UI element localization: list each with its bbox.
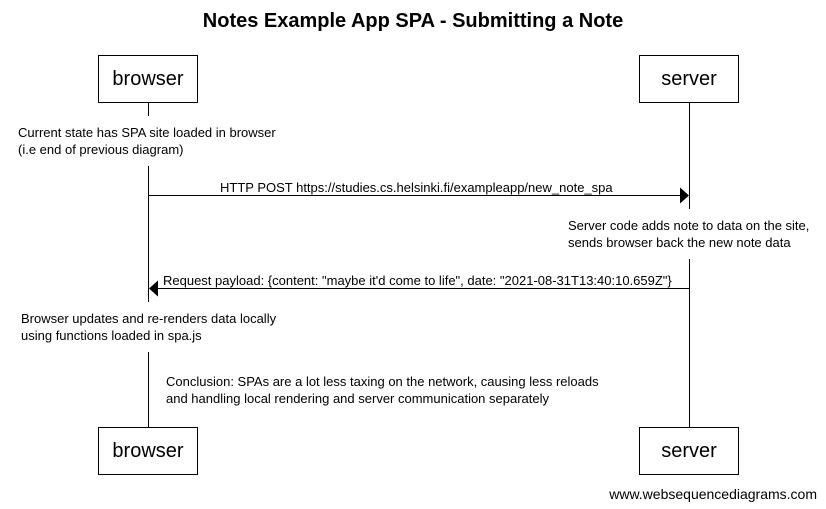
footer-attribution: www.websequencediagrams.com <box>609 486 817 502</box>
note-browser-update-line-2: using functions loaded in spa.js <box>21 328 202 343</box>
note-server-action <box>562 209 817 259</box>
note-server-action-line-1: Server code adds note to data on the site, <box>568 218 810 233</box>
note-server-action-line-2: sends browser back the new note data <box>568 235 791 250</box>
note-browser-update <box>15 302 281 352</box>
response-arrowhead <box>149 281 158 297</box>
diagram-title: Notes Example App SPA - Submitting a Note <box>202 10 624 32</box>
note-initial-state <box>12 116 287 166</box>
post-request-label: HTTP POST https://studies.cs.helsinki.fi/exampleapp/new_note_spa <box>220 180 613 195</box>
note-conclusion-line-1: Conclusion: SPAs are a lot less taxing on the network, causing less reloads <box>166 374 599 389</box>
actor-browser-top: browser <box>98 55 198 103</box>
note-initial-state-line-1: Current state has SPA site loaded in browser <box>18 125 276 140</box>
note-initial-state-line-2: (i.e end of previous diagram) <box>18 142 184 157</box>
note-conclusion-line-2: and handling local rendering and server communication separately <box>166 391 550 406</box>
actor-browser-bottom: browser <box>98 427 198 475</box>
response-payload-label: Request payload: {content: "maybe it'd come to life", date: "2021-08-31T13:40:10.659Z"} <box>163 273 672 288</box>
note-conclusion <box>160 365 613 414</box>
actor-server-bottom: server <box>639 427 739 475</box>
actor-server-top: server <box>639 55 739 103</box>
post-request-arrowhead <box>680 188 689 204</box>
note-browser-update-line-1: Browser updates and re-renders data locally <box>21 311 277 326</box>
